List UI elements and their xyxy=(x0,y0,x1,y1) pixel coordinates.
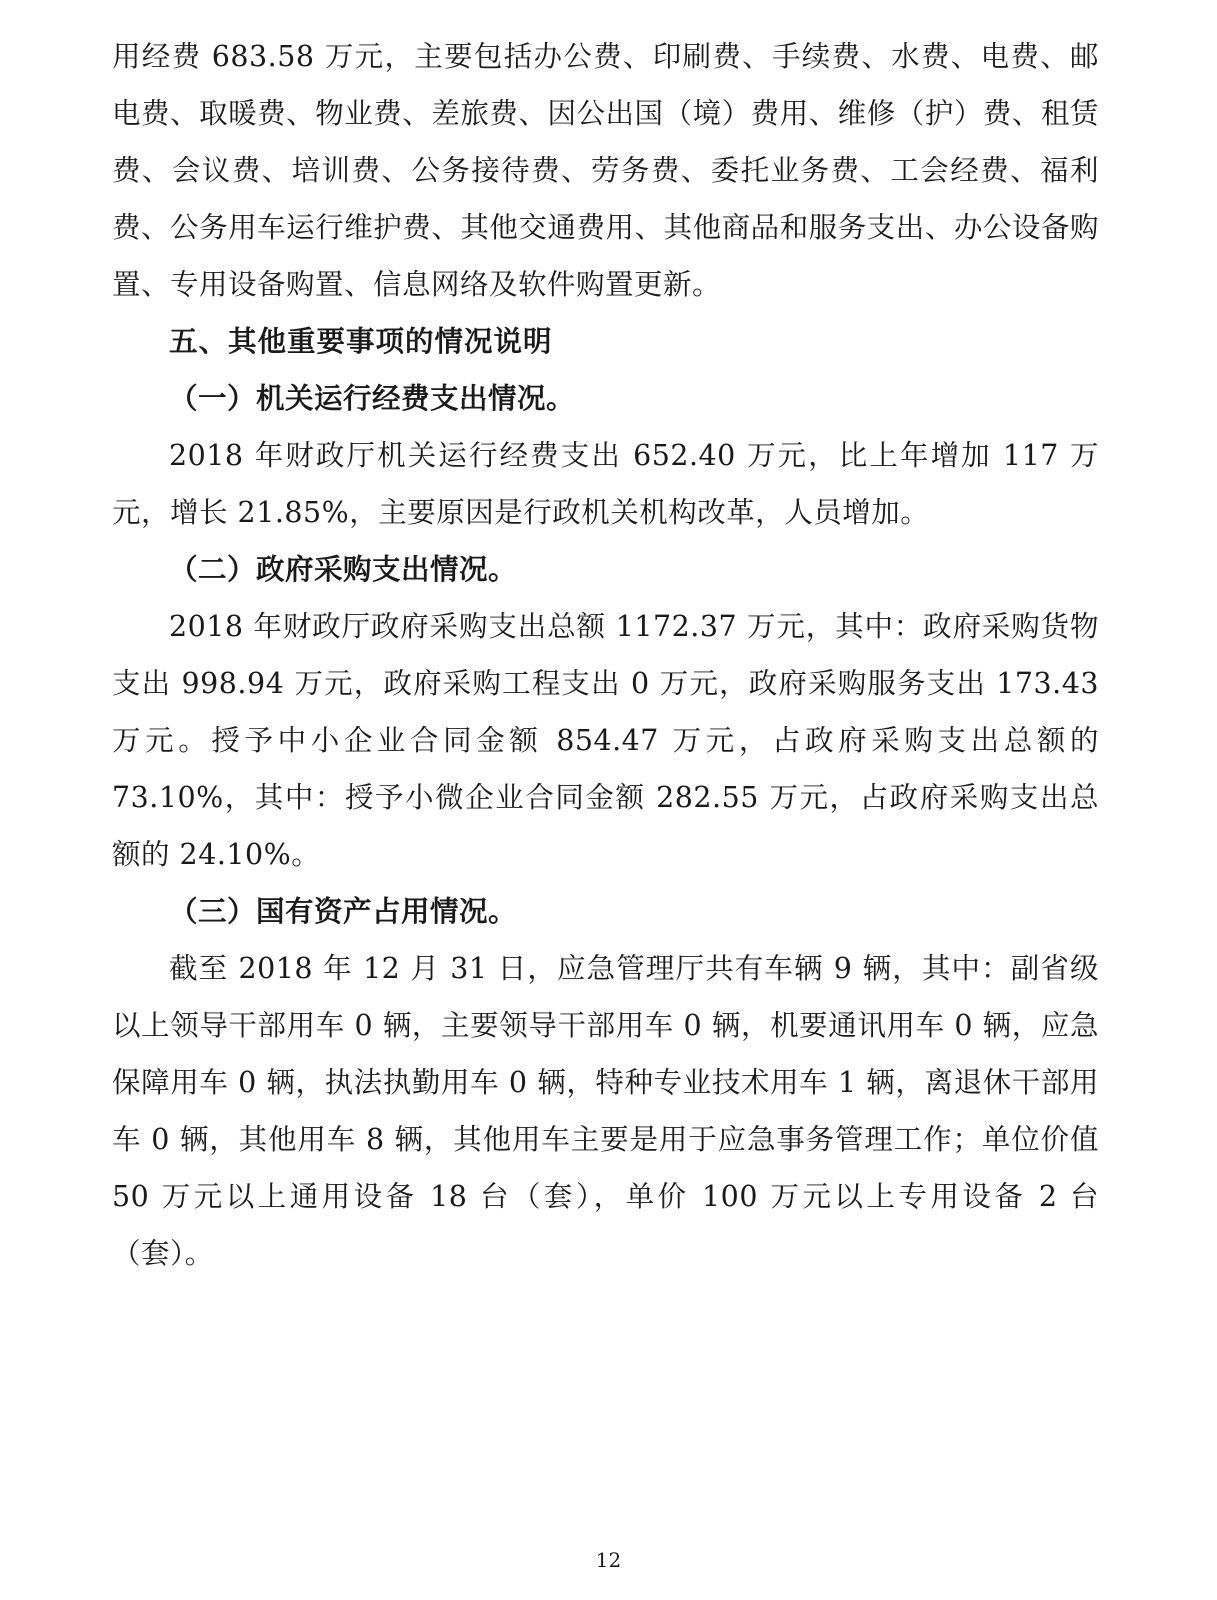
paragraph-state-owned-assets: 截至 2018 年 12 月 31 日，应急管理厅共有车辆 9 辆，其中：副省级以上领导干部用车 0 辆，主要领导干部用车 0 辆，机要通讯用车 0 辆，应急保障用车 0 辆，执法执勤用车 0 辆，特种专业技术用车 1 辆，离退休干部用车 0 辆，其他用车 8 辆，其他用车主要是用于应急事务管理工作；单位价值 50 万元以上通用设备 18 台（套），单价 100 万元以上专用设备 2 台（套）。 xyxy=(112,952,1099,1270)
subheading-government-procurement: （二）政府采购支出情况。 xyxy=(169,552,518,586)
document-body xyxy=(112,28,1099,1282)
section-heading-other-important-matters: 五、其他重要事项的情况说明 xyxy=(169,324,553,358)
paragraph-government-procurement: 2018 年财政厅政府采购支出总额 1172.37 万元，其中：政府采购货物支出 998.94 万元，政府采购工程支出 0 万元，政府采购服务支出 173.43 万元。授予中小企业合同金额 854.47 万元，占政府采购支出总额的 73.10%，其中：授予小微企业合同金额 282.55 万元，占政府采购支出总额的 24.10%。 xyxy=(112,610,1099,871)
subheading-agency-operating-expenses: （一）机关运行经费支出情况。 xyxy=(169,381,576,415)
paragraph-operating-expense-items: 用经费 683.58 万元，主要包括办公费、印刷费、手续费、水费、电费、邮电费、取暖费、物业费、差旅费、因公出国（境）费用、维修（护）费、租赁费、会议费、培训费、公务接待费、劳务费、委托业务费、工会经费、福利费、公务用车运行维护费、其他交通费用、其他商品和服务支出、办公设备购置、专用设备购置、信息网络及软件购置更新。 xyxy=(112,40,1099,301)
paragraph-agency-operating-expenses: 2018 年财政厅机关运行经费支出 652.40 万元，比上年增加 117 万元，增长 21.85%，主要原因是行政机关机构改革，人员增加。 xyxy=(112,439,1099,529)
subheading-state-owned-assets: （三）国有资产占用情况。 xyxy=(169,894,518,928)
page-number: 12 xyxy=(595,1548,622,1572)
